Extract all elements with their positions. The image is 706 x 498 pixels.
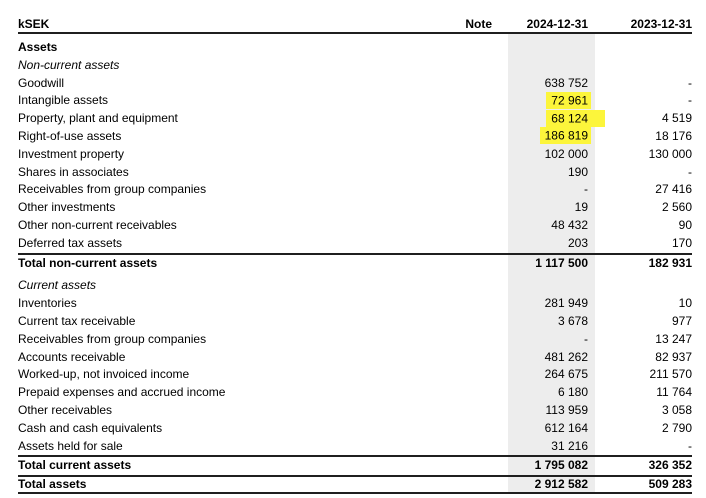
note-cell <box>442 277 508 295</box>
row-label: Other receivables <box>18 402 113 417</box>
note-cell <box>442 331 508 349</box>
value-current: 2 912 582 <box>508 477 595 492</box>
value-current <box>508 277 595 295</box>
value-current: 281 949 <box>508 295 595 313</box>
column-header-period-current: 2024-12-31 <box>526 17 588 31</box>
value-current: 264 675 <box>508 366 595 384</box>
table-row <box>18 199 692 217</box>
value-prior: - <box>688 164 692 179</box>
row-label: Assets <box>18 40 58 54</box>
table-row <box>18 475 692 494</box>
row-label: Right-of-use assets <box>18 128 122 143</box>
row-label: Worked-up, not invoiced income <box>18 367 190 382</box>
value-prior: - <box>688 93 692 108</box>
table-row <box>18 110 692 128</box>
row-label: Total non-current assets <box>18 255 158 270</box>
value-current: 1 795 082 <box>508 457 595 475</box>
note-cell <box>442 477 508 492</box>
value-prior: - <box>688 75 692 90</box>
table-row <box>18 217 692 235</box>
value-prior: 27 416 <box>655 182 692 197</box>
table-row <box>18 420 692 438</box>
value-prior: 3 058 <box>661 402 692 417</box>
value-current: - <box>508 181 595 199</box>
note-cell <box>442 313 508 331</box>
table-row <box>18 384 692 402</box>
value-prior <box>595 57 692 75</box>
table-row <box>18 313 692 331</box>
note-cell <box>442 349 508 367</box>
row-label: Receivables from group companies <box>18 182 207 197</box>
note-cell <box>442 128 508 146</box>
note-cell <box>442 420 508 438</box>
note-cell <box>442 110 508 128</box>
table-row <box>18 295 692 313</box>
row-label: Other investments <box>18 200 116 215</box>
row-label: Deferred tax assets <box>18 235 123 250</box>
note-cell <box>442 39 508 57</box>
note-cell <box>442 384 508 402</box>
note-cell <box>442 199 508 217</box>
value-current <box>508 128 595 146</box>
value-prior: 10 <box>678 296 692 311</box>
row-label: Cash and cash equivalents <box>18 420 163 435</box>
value-prior: 130 000 <box>648 146 692 161</box>
table-row <box>18 92 692 110</box>
value-prior: 2 790 <box>661 420 692 435</box>
highlight-mark: 186 819 <box>540 127 591 144</box>
value-prior <box>595 277 692 295</box>
value-current: 102 000 <box>508 146 595 164</box>
table-row <box>18 366 692 384</box>
row-label: Non-current assets <box>18 57 120 72</box>
row-label: Total current assets <box>18 458 132 473</box>
value-current: 1 117 500 <box>508 255 595 273</box>
table-row <box>18 75 692 93</box>
row-label: Total assets <box>18 477 87 492</box>
value-current: - <box>508 331 595 349</box>
note-cell <box>442 295 508 313</box>
row-label: Intangible assets <box>18 93 109 108</box>
table-row <box>18 146 692 164</box>
table-header-row <box>18 16 692 34</box>
note-cell <box>442 438 508 456</box>
value-prior: 11 764 <box>656 385 692 400</box>
column-header-period-prior: 2023-12-31 <box>630 17 692 31</box>
value-current: 638 752 <box>508 75 595 93</box>
row-label: Investment property <box>18 146 125 161</box>
note-cell <box>442 146 508 164</box>
value-prior: 18 176 <box>655 128 692 143</box>
value-current <box>508 39 595 57</box>
value-prior: 170 <box>671 235 692 250</box>
row-label: Shares in associates <box>18 164 129 179</box>
note-cell <box>442 181 508 199</box>
value-current <box>508 92 595 110</box>
value-prior: 182 931 <box>648 255 692 270</box>
value-prior: 90 <box>678 217 692 232</box>
row-label: Inventories <box>18 296 77 311</box>
value-prior: 509 283 <box>648 477 692 492</box>
value-current: 6 180 <box>508 384 595 402</box>
row-label: Prepaid expenses and accrued income <box>18 385 226 400</box>
value-prior: 13 247 <box>655 331 692 346</box>
table-row <box>18 235 692 253</box>
table-row <box>18 331 692 349</box>
note-cell <box>442 75 508 93</box>
row-label: Accounts receivable <box>18 349 126 364</box>
value-current: 190 <box>508 164 595 182</box>
table-row <box>18 164 692 182</box>
table-row <box>18 39 692 57</box>
value-current: 612 164 <box>508 420 595 438</box>
row-label: Other non-current receivables <box>18 217 177 232</box>
column-header-note: Note <box>465 17 492 31</box>
table-row <box>18 438 692 456</box>
table-row <box>18 181 692 199</box>
value-current: 3 678 <box>508 313 595 331</box>
value-current: 19 <box>508 199 595 217</box>
value-current <box>508 110 595 128</box>
table-row <box>18 349 692 367</box>
row-label: Property, plant and equipment <box>18 111 178 126</box>
table-row <box>18 402 692 420</box>
value-current: 113 959 <box>508 402 595 420</box>
value-current <box>508 57 595 75</box>
row-label: Goodwill <box>18 75 65 90</box>
note-cell <box>442 92 508 110</box>
note-cell <box>442 255 508 273</box>
row-label: Current assets <box>18 278 97 293</box>
note-cell <box>442 164 508 182</box>
row-label: Receivables from group companies <box>18 331 207 346</box>
row-label: Assets held for sale <box>18 438 123 453</box>
value-current: 481 262 <box>508 349 595 367</box>
value-prior: 977 <box>671 313 692 328</box>
note-cell <box>442 457 508 475</box>
unit-label: kSEK <box>18 17 50 31</box>
table-row <box>18 455 692 475</box>
value-current: 203 <box>508 235 595 253</box>
row-label: Current tax receivable <box>18 313 136 328</box>
highlight-mark: 72 961 <box>546 92 591 109</box>
table-row <box>18 277 692 295</box>
table-row <box>18 253 692 273</box>
table-row <box>18 128 692 146</box>
value-prior <box>595 39 692 57</box>
table-body <box>0 34 706 494</box>
value-current: 48 432 <box>508 217 595 235</box>
value-prior: 326 352 <box>648 458 692 473</box>
note-cell <box>442 217 508 235</box>
highlight-mark: 68 124 <box>546 110 605 127</box>
value-prior: 2 560 <box>661 200 692 215</box>
note-cell <box>442 402 508 420</box>
note-cell <box>442 366 508 384</box>
value-prior: 211 570 <box>649 367 692 382</box>
note-cell <box>442 235 508 253</box>
value-prior: 4 519 <box>661 111 692 126</box>
value-current: 31 216 <box>508 438 595 456</box>
value-prior: - <box>688 438 692 453</box>
value-prior: 82 937 <box>655 349 692 364</box>
note-cell <box>442 57 508 75</box>
table-row <box>18 57 692 75</box>
